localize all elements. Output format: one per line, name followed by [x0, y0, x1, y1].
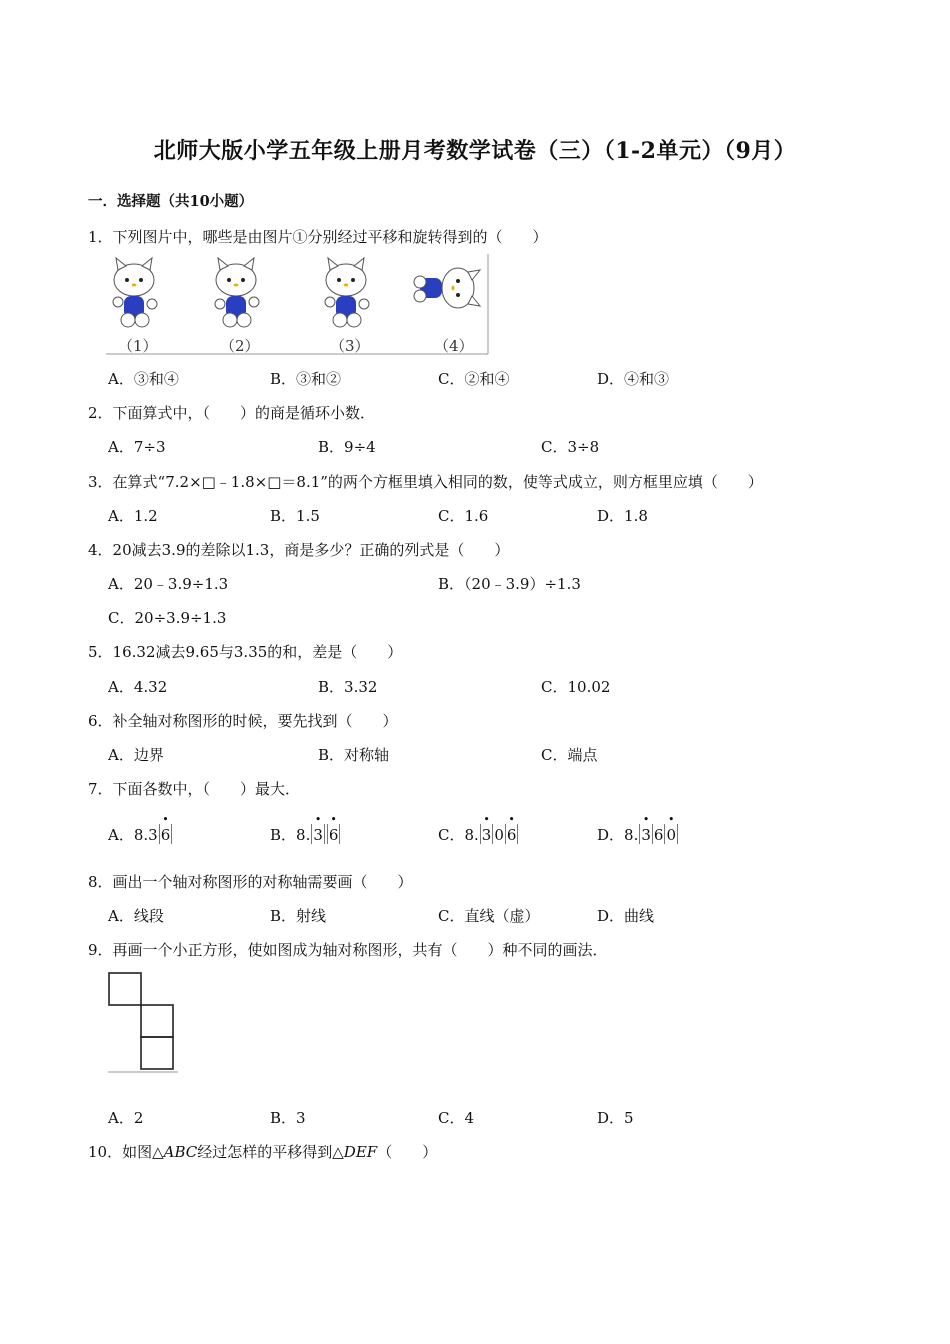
q3-option-c[interactable]: C．1.6 [438, 507, 489, 525]
q2-option-b[interactable]: B．9÷4 [318, 438, 376, 456]
q7-option-d[interactable]: D．8. • 3 6 • 0 [597, 824, 679, 845]
question-3: 3．在算式“7.2×□﹣1.8×□＝8.1”的两个方框里填入相同的数，使等式成立，则方框里应填（ ） [88, 473, 763, 491]
question-7: 7．下面各数中，（ ）最大． [88, 780, 301, 798]
q7-option-c[interactable]: C．8. • 3 0 • 6 [438, 824, 519, 845]
kitty-2-icon [215, 258, 259, 327]
kitty-1-icon [113, 258, 157, 327]
q1-option-c[interactable]: C．②和④ [438, 370, 510, 388]
q7-option-b[interactable]: B．8. • 3 • 6 [270, 824, 341, 845]
question-9: 9．再画一个小正方形，使如图成为轴对称图形，共有（ ）种不同的画法． [88, 941, 608, 959]
q7-option-a[interactable]: A．8.3 • 6 [108, 824, 173, 845]
figure-label-4: （4） [434, 337, 474, 355]
figure-label-3: （3） [330, 337, 370, 355]
squares-figure [106, 970, 180, 1074]
q3-option-d[interactable]: D．1.8 [597, 507, 648, 525]
q4-option-a[interactable]: A．20﹣3.9÷1.3 [108, 575, 229, 593]
question-4: 4．20减去3.9的差除以1.3，商是多少？正确的列式是（ ） [88, 541, 510, 559]
q3-option-a[interactable]: A．1.2 [108, 507, 158, 525]
q1-option-d[interactable]: D．④和③ [597, 370, 670, 388]
figure-label-2: （2） [220, 337, 260, 355]
question-8: 8．画出一个轴对称图形的对称轴需要画（ ） [88, 873, 413, 891]
q5-option-a[interactable]: A．4.32 [108, 678, 168, 696]
repeating-digit-start: • 3 [313, 813, 323, 844]
q5-option-c[interactable]: C．10.02 [541, 678, 611, 696]
q8-option-d[interactable]: D．曲线 [597, 907, 655, 925]
q3-option-b[interactable]: B．1.5 [270, 507, 320, 525]
q4-option-c[interactable]: C．20÷3.9÷1.3 [108, 609, 227, 627]
q6-option-c[interactable]: C．端点 [541, 746, 598, 764]
q5-option-b[interactable]: B．3.32 [318, 678, 378, 696]
page-title: 北师大版小学五年级上册月考数学试卷（三）（1-2单元）（9月） [153, 138, 797, 164]
repeating-digit-end: • 6 [506, 813, 517, 844]
repeating-digit: • 6 [160, 813, 171, 844]
hello-kitty-figure [106, 254, 490, 356]
q9-option-d[interactable]: D．5 [597, 1109, 634, 1127]
q9-option-c[interactable]: C．4 [438, 1109, 475, 1127]
q6-option-b[interactable]: B．对称轴 [318, 746, 390, 764]
q6-option-a[interactable]: A．边界 [108, 746, 164, 764]
q4-option-b[interactable]: B．（20﹣3.9）÷1.3 [438, 575, 581, 593]
kitty-4-rotated-icon [414, 268, 480, 308]
question-1: 1．下列图片中，哪些是由图片①分别经过平移和旋转得到的（ ） [88, 228, 548, 246]
q1-option-a[interactable]: A．③和④ [108, 370, 179, 388]
repeating-digit-end: • 0 [666, 813, 676, 844]
repeating-digit-end: • 6 [328, 813, 339, 844]
kitty-3-icon [325, 258, 369, 327]
question-6: 6．补全轴对称图形的时候，要先找到（ ） [88, 712, 398, 730]
q2-option-a[interactable]: A．7÷3 [108, 438, 166, 456]
q2-option-c[interactable]: C．3÷8 [541, 438, 600, 456]
question-5: 5．16.32减去9.65与3.35的和，差是（ ） [88, 643, 403, 661]
repeating-digit-start: • 3 [481, 813, 492, 844]
q8-option-a[interactable]: A．线段 [108, 907, 164, 925]
figure-label-1: （1） [118, 337, 158, 355]
q9-option-b[interactable]: B．3 [270, 1109, 306, 1127]
section-heading: 一．选择题（共10小题） [88, 193, 254, 210]
question-2: 2．下面算式中，（ ）的商是循环小数． [88, 404, 376, 422]
q9-option-a[interactable]: A．2 [108, 1109, 144, 1127]
q8-option-b[interactable]: B．射线 [270, 907, 327, 925]
q1-option-b[interactable]: B．③和② [270, 370, 342, 388]
question-10: 10．如图△ABC经过怎样的平移得到△DEF（ ） [88, 1143, 438, 1161]
q8-option-c[interactable]: C．直线（虚） [438, 907, 540, 925]
repeating-digit-start: • 3 [641, 813, 651, 844]
